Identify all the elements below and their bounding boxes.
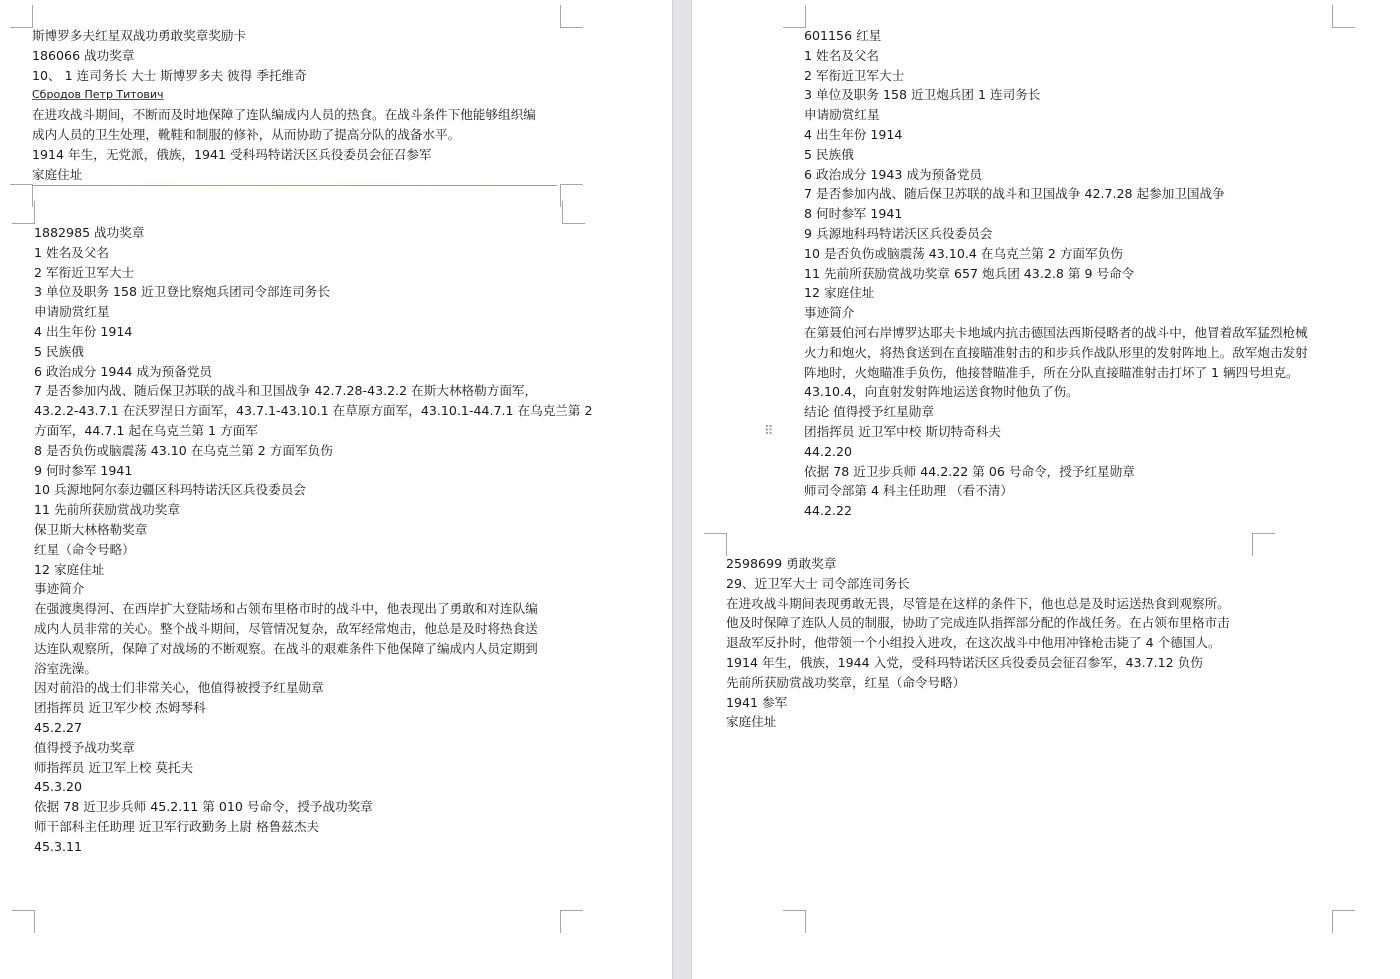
text-line: 186066 战功奖章 [32, 47, 135, 63]
text-line: 在强渡奥得河、在西岸扩大登陆场和占领布里格市时的战斗中，他表现出了勇敢和对连队编 [34, 601, 538, 617]
text-line: 7 是否参加内战、随后保卫苏联的战斗和卫国战争 42.7.28-43.2.2 在斯大林格勒方面军， [34, 383, 538, 399]
text-line: 7 是否参加内战、随后保卫苏联的战斗和卫国战争 42.7.28 起参加卫国战争 [804, 186, 1225, 202]
crop-mark [560, 910, 583, 933]
text-line: 申请励赏红星 [804, 107, 880, 123]
card-heading: 601156 红星 [804, 28, 882, 43]
text-line: 先前所获励赏战功奖章，红星（命令号略） [726, 674, 966, 690]
text-line: 44.2.22 [804, 503, 853, 519]
text-line: 成内人员的卫生处理，靴鞋和制服的修补，从而协助了提高分队的战备水平。 [32, 126, 461, 142]
text-line: 团指挥员 近卫军中校 斯切特奇科夫 [804, 423, 1001, 439]
text-line: 4 出生年份 1914 [804, 126, 903, 142]
text-line: 家庭住址 [32, 166, 83, 182]
text-line: 1941 参军 [726, 694, 788, 710]
text-line: 43.10.4，向直射发射阵地运送食物时他负了伤。 [804, 384, 1079, 400]
crop-mark [562, 201, 585, 224]
text-line: 6 政治成分 1943 成为预备党员 [804, 166, 983, 182]
text-line: 浴室洗澡。 [34, 660, 97, 676]
award-card-1 [32, 26, 536, 184]
card-heading: 2598699 勇敢奖章 [726, 556, 837, 571]
crop-mark [560, 5, 583, 28]
text-line: 结论 值得授予红星勋章 [804, 404, 934, 420]
card-divider [32, 185, 557, 186]
text-line: 1 姓名及父名 [804, 47, 879, 63]
text-line: 师指挥员 近卫军上校 莫托夫 [34, 759, 194, 775]
crop-mark [12, 910, 35, 933]
crop-mark [1332, 910, 1355, 933]
crop-mark [12, 201, 35, 224]
text-line: 8 何时参军 1941 [804, 206, 903, 222]
award-card-3 [804, 26, 1308, 521]
award-card-2 [34, 223, 593, 857]
text-line: 11 先前所获励赏战功奖章 657 炮兵团 43.2.8 第 9 号命令 [804, 265, 1135, 281]
text-line: 师干部科主任助理 近卫军行政勤务上尉 格鲁兹杰夫 [34, 818, 320, 834]
card-heading: 1882985 战功奖章 [34, 225, 145, 240]
text-line: 5 民族俄 [804, 146, 854, 162]
text-line: 他及时保障了连队人员的制服，协助了完成连队指挥部分配的作战任务。在占领布里格市击 [726, 615, 1230, 631]
text-line: 29、近卫军大士 司令部连司务长 [726, 575, 910, 591]
award-card-4 [726, 554, 1230, 732]
text-line: 红星（命令号略） [34, 541, 135, 557]
text-line: 在进攻战斗期间，不断而及时地保障了连队编成内人员的热食。在战斗条件下他能够组织编 [32, 107, 536, 123]
text-line: 6 政治成分 1944 成为预备党员 [34, 363, 213, 379]
text-line: 5 民族俄 [34, 343, 84, 359]
text-line: 12 家庭住址 [34, 561, 105, 577]
card-title: 斯博罗多夫红星双战功勇敢奖章奖励卡 [32, 28, 247, 43]
text-line: 9 兵源地科玛特诺沃区兵役委员会 [804, 225, 993, 241]
text-line: 10、 1 连司务长 大士 斯博罗多夫 彼得 季托维奇 [32, 67, 307, 83]
crop-mark [783, 5, 806, 28]
text-line: 保卫斯大林格勒奖章 [34, 521, 148, 537]
text-line: 阵地时，火炮瞄准手负伤，他接替瞄准手，所在分队直接瞄准射击打坏了 1 辆四号坦克。 [804, 364, 1299, 380]
text-line: 达连队观察所，保障了对战场的不断观察。在战斗的艰难条件下他保障了编成内人员定期到 [34, 640, 538, 656]
text-line: 在进攻战斗期间表现勇敢无畏，尽管是在这样的条件下，他也总是及时运送热食到观察所。 [726, 595, 1230, 611]
text-line: 4 出生年份 1914 [34, 323, 133, 339]
text-line: 1 姓名及父名 [34, 244, 109, 260]
text-line: 事迹简介 [34, 581, 85, 597]
text-line: 2 军衔近卫军大士 [804, 67, 905, 83]
text-line: 依据 78 近卫步兵师 45.2.11 第 010 号命令，授予战功奖章 [34, 799, 373, 815]
text-line: 1914 年生，无党派，俄族，1941 受科玛特诺沃区兵役委员会征召参军 [32, 146, 432, 162]
text-line: 师司令部第 4 科主任助理 （看不清） [804, 483, 1013, 499]
text-line: 44.2.20 [804, 443, 853, 459]
text-line: 退敌军反扑时，他带领一个小组投入进攻，在这次战斗中他用冲锋枪击毙了 4 个德国人。 [726, 635, 1221, 651]
text-line: 家庭住址 [726, 714, 777, 730]
text-line: 依据 78 近卫步兵师 44.2.22 第 06 号命令，授予红星勋章 [804, 463, 1135, 479]
text-line: 8 是否负伤或脑震荡 43.10 在乌克兰第 2 方面军负伤 [34, 442, 333, 458]
text-line: 申请励赏红星 [34, 304, 110, 320]
text-line: 9 何时参军 1941 [34, 462, 133, 478]
text-line: 45.3.20 [34, 779, 83, 795]
crop-mark [10, 5, 33, 28]
page-gutter [672, 0, 692, 979]
crop-mark [704, 533, 727, 556]
crop-mark [1332, 5, 1355, 28]
text-line: 团指挥员 近卫军少校 杰姆琴科 [34, 700, 206, 716]
text-line: 事迹简介 [804, 305, 855, 321]
crop-mark [783, 910, 806, 933]
text-line: 1914 年生，俄族，1944 入党，受科玛特诺沃区兵役委员会征召参军，43.7.12 负伤 [726, 654, 1203, 670]
text-line: 成内人员非常的关心。整个战斗期间，尽管情况复杂，敌军经常炮击，他总是及时将热食送 [34, 620, 538, 636]
text-line: 在第聂伯河右岸博罗达耶夫卡地域内抗击德国法西斯侵略者的战斗中，他冒着敌军猛烈枪械 [804, 324, 1308, 340]
text-line: 45.2.27 [34, 719, 83, 735]
text-line: 方面军，44.7.1 起在乌克兰第 1 方面军 [34, 422, 258, 438]
text-line: 火力和炮火，将热食送到在直接瞄准射击的和步兵作战队形里的发射阵地上。敌军炮击发射 [804, 344, 1308, 360]
text-line: 值得授予战功奖章 [34, 739, 135, 755]
text-line: 3 单位及职务 158 近卫炮兵团 1 连司务长 [804, 87, 1041, 103]
drag-handle-icon[interactable]: ⠿ [764, 424, 773, 439]
text-line: 11 先前所获励赏战功奖章 [34, 502, 180, 518]
text-line: 10 是否负伤或脑震荡 43.10.4 在乌克兰第 2 方面军负伤 [804, 245, 1123, 261]
text-line: 43.2.2-43.7.1 在沃罗涅日方面军，43.7.1-43.10.1 在草原方面军，43.10.1-44.7.1 在乌克兰第 2 [34, 403, 593, 419]
russian-name: Сбродов Петр Титович [32, 88, 164, 102]
text-line: 12 家庭住址 [804, 285, 875, 301]
text-line: 因对前沿的战士们非常关心，他值得被授予红星勋章 [34, 680, 324, 696]
text-line: 3 单位及职务 158 近卫登比察炮兵团司令部连司务长 [34, 284, 330, 300]
text-line: 10 兵源地阿尔泰边疆区科玛特诺沃区兵役委员会 [34, 482, 306, 498]
crop-mark [1252, 533, 1275, 556]
text-line: 2 军衔近卫军大士 [34, 264, 135, 280]
text-line: 45.3.11 [34, 838, 83, 854]
